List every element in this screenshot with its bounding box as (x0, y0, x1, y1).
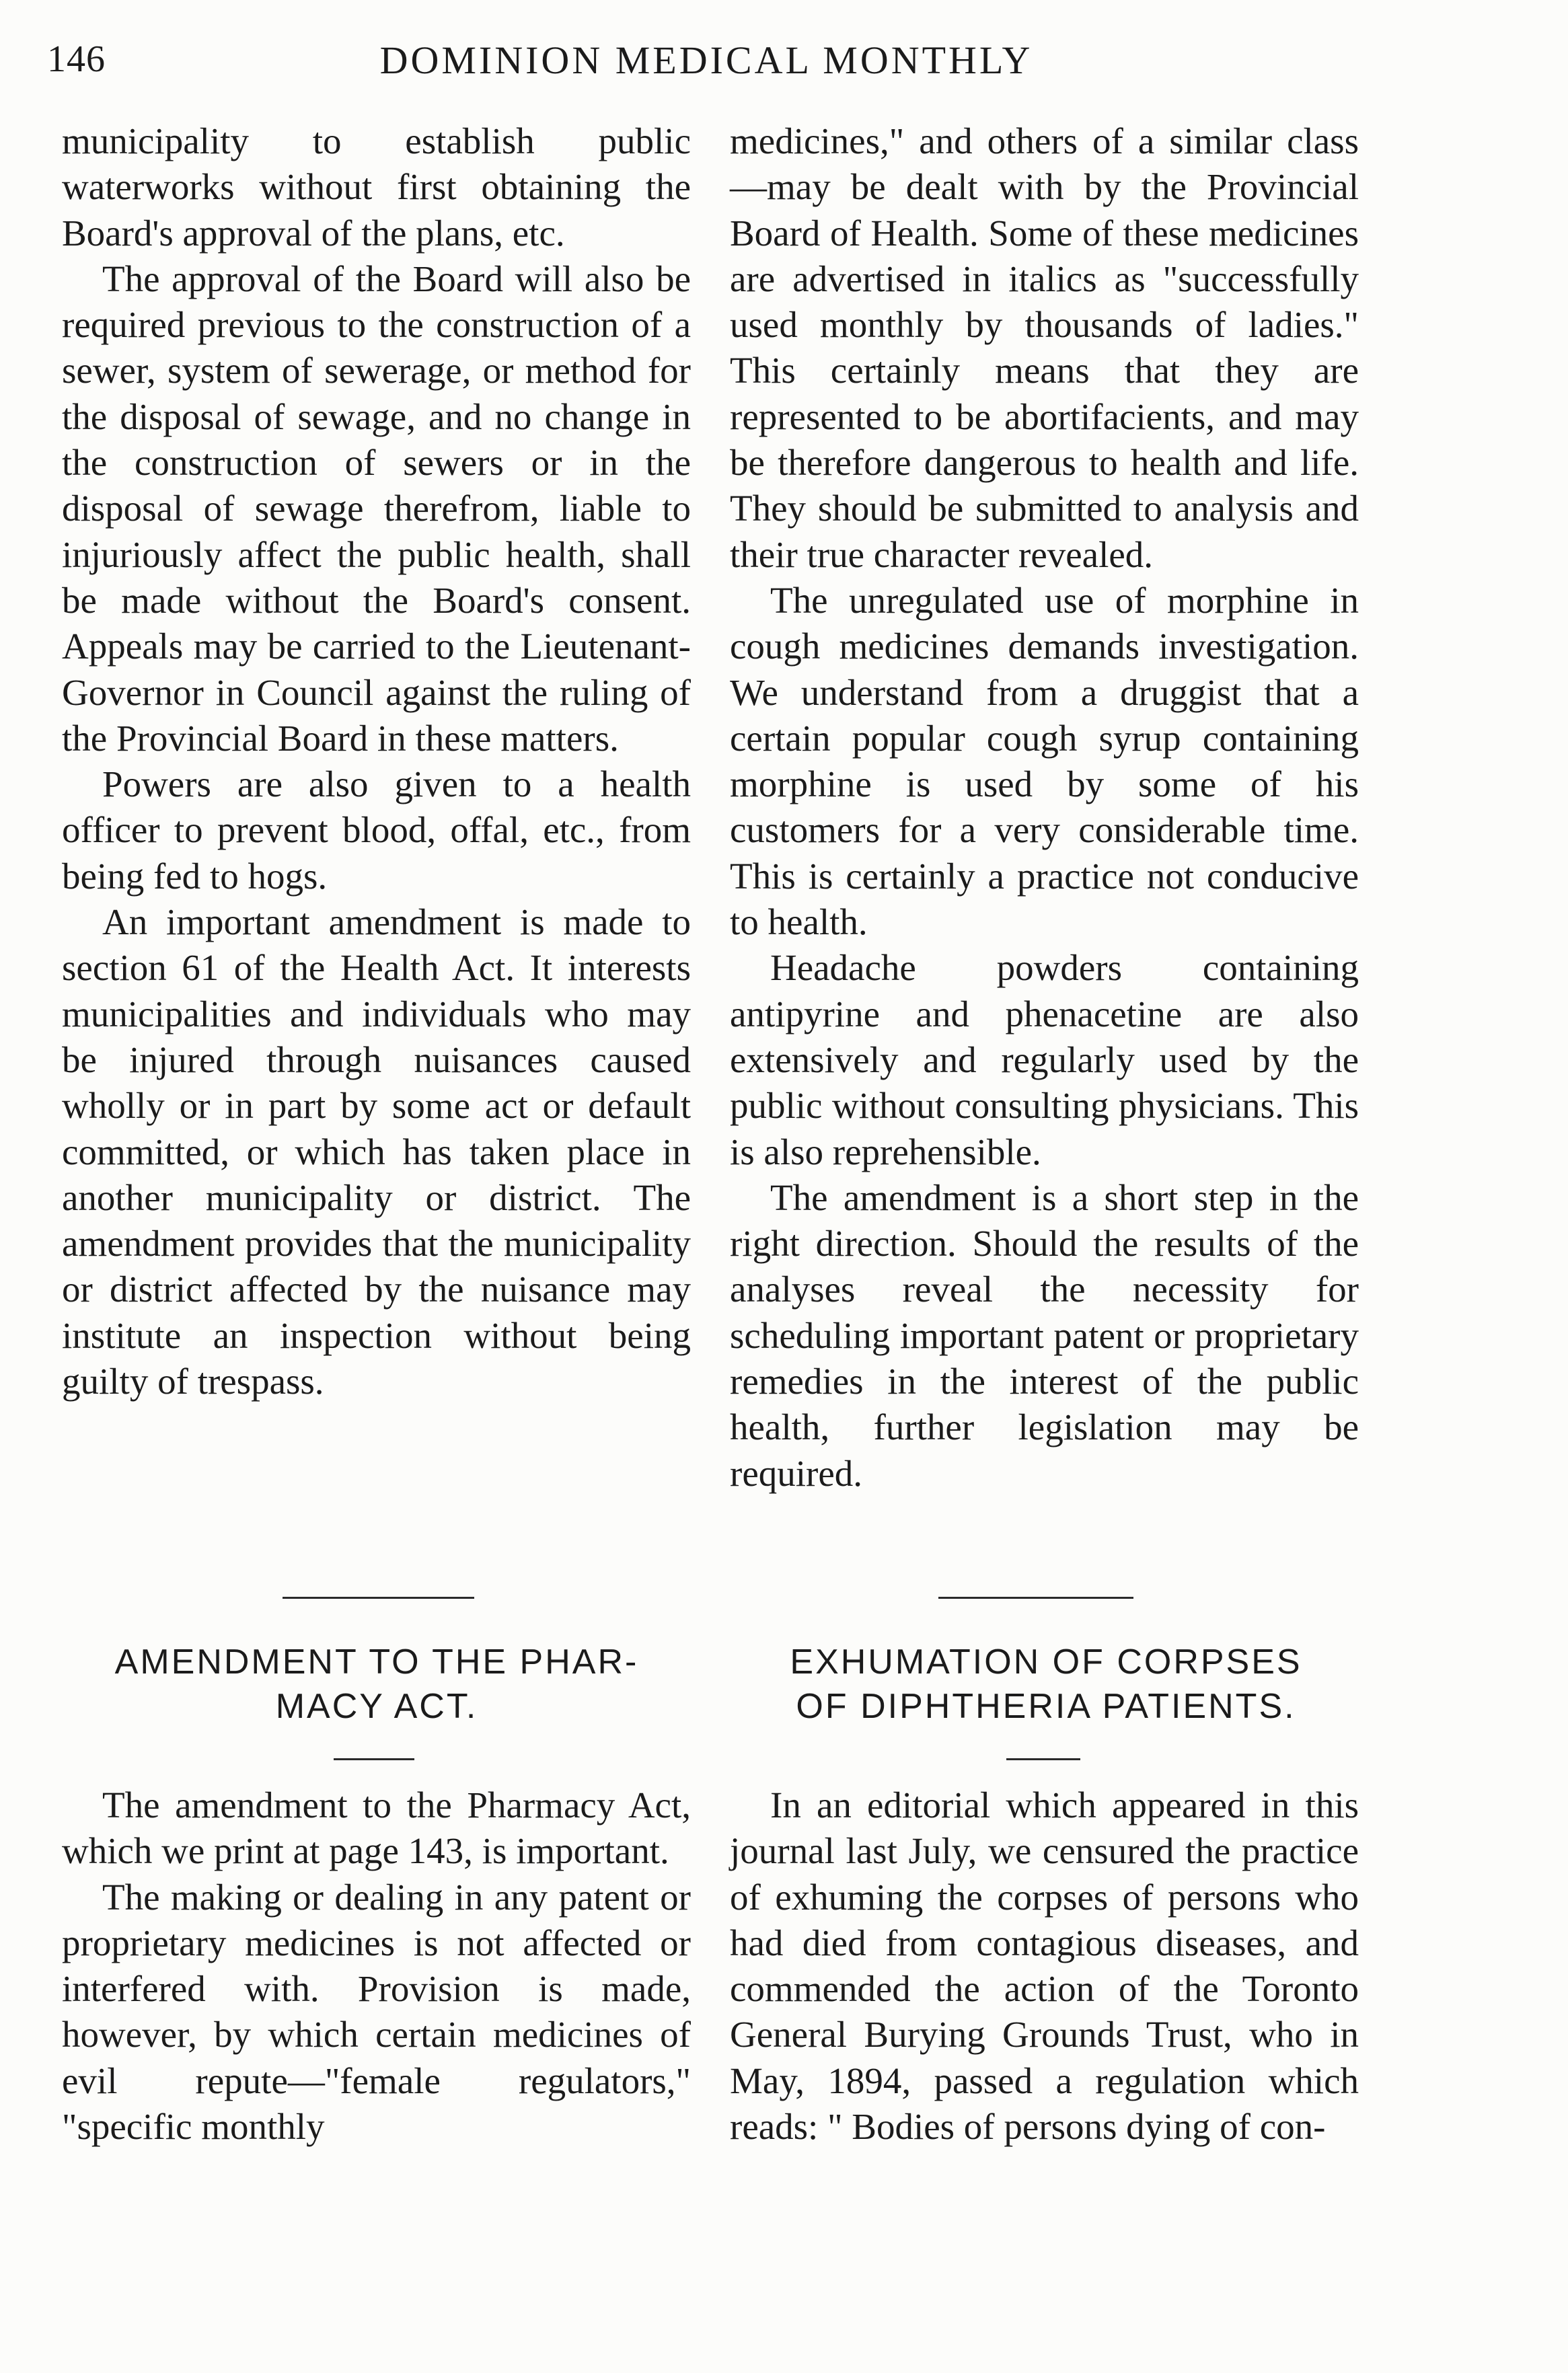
left-column-text (62, 118, 691, 1404)
paragraph: municipality to establish public waterworks without first obtaining the Board's approval of the plans, etc. (62, 120, 691, 254)
paragraph: An important amendment is made to section 61 of the Health Act. It interests municipalities and individuals who may be injured through nuisances caused wholly or in part by some act or default committed, or which has taken place in another municipality or district. The amendment provides that the municipality or district affected by the nuisance may institute an inspection without being guilty of trespass. (62, 901, 691, 1402)
journal-title: DOMINION MEDICAL MONTHLY (379, 38, 1033, 82)
section-divider (283, 1597, 474, 1599)
paragraph: medicines," and others of a similar class—may be dealt with by the Provincial Board of Health. Some of these medicines are advertised in italics as "successfully used monthly by thousands of ladies." This certainly means that they are represented to be abortifacients, and may be therefore dangerous to health and life. They should be submitted to analysis and their true character revealed. (730, 120, 1359, 575)
section-body-pharmacy (62, 1782, 691, 2150)
paragraph: The making or dealing in any patent or proprietary medicines is not affected or interfered with. Provision is made, however, by which certain medicines of evil repute—"female regulators," "specific monthly (62, 1876, 691, 2148)
section-divider (938, 1597, 1133, 1599)
heading-underline (1006, 1758, 1080, 1760)
section-heading-pharmacy (54, 1640, 700, 1729)
section-heading-exhumation (723, 1640, 1369, 1729)
paragraph: In an editorial which appeared in this journal last July, we censured the practice of exhuming the corpses of persons who had died from contagious diseases, and commended the action of the Toronto General Burying Grounds Trust, who in May, 1894, passed a regulation which reads: " Bodies of persons dying of con- (730, 1784, 1359, 2148)
page-number: 146 (47, 38, 106, 80)
paragraph: Powers are also given to a health officer to prevent blood, offal, etc., from being fed to hogs. (62, 763, 691, 897)
heading-underline (334, 1758, 414, 1760)
page-header (47, 38, 1366, 91)
heading-line: EXHUMATION OF CORPSES (790, 1643, 1302, 1682)
heading-line: OF DIPHTHERIA PATIENTS. (796, 1687, 1296, 1726)
paragraph: The amendment to the Pharmacy Act, which we print at page 143, is important. (62, 1784, 691, 1872)
right-column-text (730, 118, 1359, 1497)
paragraph: The amendment is a short step in the right direction. Should the results of the analyses reveal the necessity for scheduling important patent or proprietary remedies in the interest of the public health, further legislation may be required. (730, 1176, 1359, 1494)
paragraph: The approval of the Board will also be required previous to the construction of a sewer, system of sewerage, or method for the disposal of sewage, and no change in the construction of sewers or in the disposal of sewage therefrom, liable to injuriously affect the public health, shall be made without the Board's consent. Appeals may be carried to the Lieutenant-Governor in Council against the ruling of the Provincial Board in these matters. (62, 258, 691, 759)
paragraph: Headache powders containing antipyrine and phenacetine are also extensively and regularly used by the public without consulting physicians. This is also reprehensible. (730, 947, 1359, 1172)
paragraph: The unregulated use of morphine in cough medicines demands investigation. We understand from a druggist that a certain popular cough syrup containing morphine is used by some of his customers for a very considerable time. This is certainly a practice not conducive to health. (730, 579, 1359, 943)
heading-line: MACY ACT. (275, 1687, 478, 1726)
section-body-exhumation (730, 1782, 1359, 2150)
heading-line: AMENDMENT TO THE PHAR- (114, 1643, 639, 1682)
